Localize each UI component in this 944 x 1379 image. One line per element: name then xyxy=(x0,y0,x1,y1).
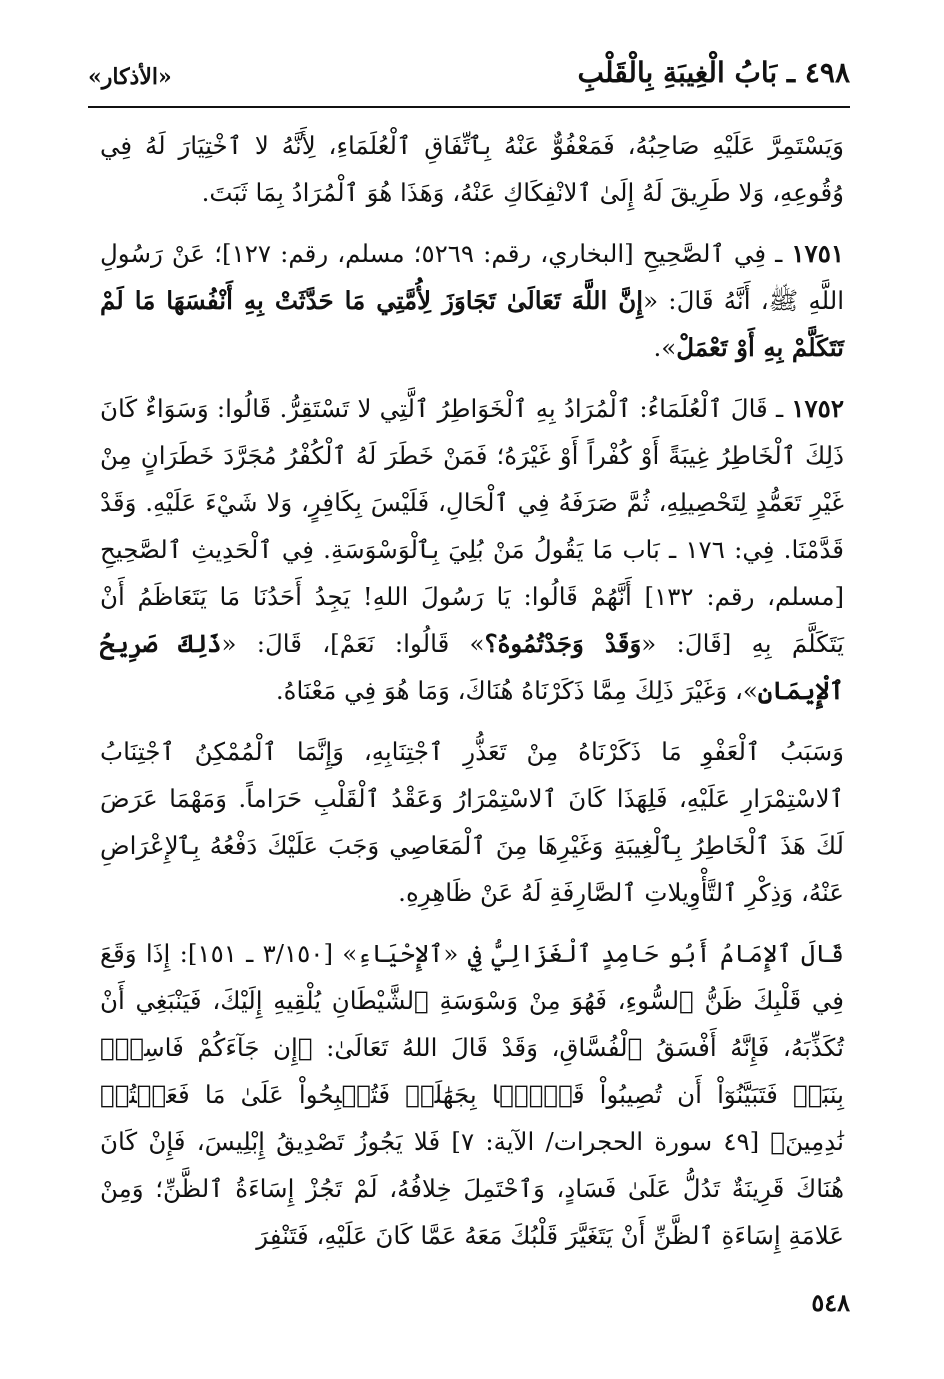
chapter-title: ٤٩٨ ـ بَابُ الْغِيبَةِ بِالْقَلْبِ xyxy=(577,56,850,89)
hadith-text: إِنَّ اللَّهَ تَعَالَىٰ تَجَاوَزَ لِأُمَّتِي مَا حَدَّثَتْ بِهِ أَنْفُسَهَا مَا لَمْ تَتَكَلَّمْ بِهِ أَوْ تَعْمَلْ xyxy=(100,286,844,362)
hadith-text-2: ذَلِكَ صَرِيحُ ٱلْإِيمَانِ xyxy=(100,629,844,705)
paragraph-text: ـ فِي ٱلصَّحِيحِ [البخاري، رقم: ٥٢٦٩؛ مسلم، رقم: ١٢٧]؛ عَنْ رَسُولِ اللَّهِ ﷺ، أَنَّهُ قَالَ: « xyxy=(100,239,845,315)
paragraph-1752 xyxy=(100,385,844,714)
paragraph-text: قَالَ ٱلإِمَامُ أَبُو حَامِدٍ ٱلْغَزَالِيُّ فِي «ٱلإِحْيَاءِ» [٣/١٥٠ ـ ١٥١]: إِذَا وَقَعَ فِي قَلْبِكَ ظَنُّ ٱلسُّوءِ، فَهُوَ مِنْ وَسْوَسَةِ ٱلشَّيْطَانِ يُلْقِيهِ إِلَيْكَ، فَيَنْبَغِي أَنْ تُكَذِّبَهُ، فَإِنَّهُ أَفْسَقُ ٱلْفُسَّاقِ، وَقَدْ قَالَ اللهُ تَعَالَىٰ: ﴿إِن جَآءَكُمْ فَاسِقٌۢ بِنَبَإٖ فَتَبَيَّنُوٓاْ أَن تُصِيبُواْ قَوۡمَۢا بِجَهَٰلَةٖ فَتُصۡبِحُواْ عَلَىٰ مَا فَعَلۡتُمۡ نَٰدِمِينَ﴾ [٤٩ سورة الحجرات/ الآية: ٧] فَلا يَجُوزُ تَصْدِيقُ إِبْلِيسَ، فَإِنْ كَانَ هُنَاكَ قَرِينَةٌ تَدُلُّ عَلَىٰ فَسَادٍ، وَٱحْتَمِلَ خِلافُهُ، لَمْ تَجُزْ إِسَاءَةُ ٱلظَّنِّ؛ وَمِنْ عَلامَةِ إِسَاءَةِ ٱلظَّنِّ أَنْ يَتَغَيَّرَ قَلْبُكَ مَعَهُ عَمَّا كَانَ عَلَيْهِ، فَتَنْفِرَ xyxy=(100,939,844,1250)
page-body xyxy=(100,122,844,1273)
paragraph-reason xyxy=(100,728,844,916)
paragraph-number: ١٧٥١ xyxy=(791,239,845,268)
paragraph-text: وَسَبَبُ ٱلْعَفْوِ مَا ذَكَرْنَاهُ مِنْ تَعَذُّرِ ٱجْتِنَابِهِ، وَإِنَّمَا ٱلْمُمْكِنُ ٱجْتِنَابُ ٱلاسْتِمْرَارِ عَلَيْهِ، فَلِهَذَا كَانَ ٱلاسْتِمْرَارُ وَعَقْدُ ٱلْقَلْبِ حَرَاماً. وَمَهْمَا عَرَضَ لَكَ هَذَ ٱلْخَاطِرُ بِٱلْغِيبَةِ وَغَيْرِهَا مِنَ ٱلْمَعَاصِي وَجَبَ عَلَيْكَ دَفْعُهُ بِٱلإِعْرَاضِ عَنْهُ، وَذِكْرِ ٱلتَّأْوِيلاتِ ٱلصَّارِفَةِ لَهُ عَنْ ظَاهِرِهِ. xyxy=(100,737,844,907)
page-number: ٥٤٨ xyxy=(811,1288,850,1317)
paragraph-text: وَيَسْتَمِرَّ عَلَيْهِ صَاحِبُهُ، فَمَعْفُوٌّ عَنْهُ بِٱتِّفَاقِ ٱلْعُلَمَاءِ، لِأَنَّهُ لا ٱخْتِيَارَ لَهُ فِي وُقُوعِهِ، وَلا طَرِيقَ لَهُ إِلَىٰ ٱلانْفِكَاكِ عَنْهُ، وَهَذَا هُوَ ٱلْمُرَادُ بِمَا ثَبَتَ. xyxy=(100,131,844,207)
paragraph-1751 xyxy=(100,230,844,371)
hadith-text: وَقَدْ وَجَدْتُمُوهُ؟ xyxy=(484,629,642,658)
paragraph-continuation xyxy=(100,122,844,216)
paragraph-ghazali xyxy=(100,930,844,1259)
book-title: «الأذكار» xyxy=(88,64,172,90)
paragraph-tail: »، وَغَيْرَ ذَلِكَ مِمَّا ذَكَرْنَاهُ هُنَاكَ، وَمَا هُوَ فِي مَعْنَاهُ. xyxy=(275,676,758,705)
page-header xyxy=(88,50,850,108)
paragraph-number: ١٧٥٢ xyxy=(791,394,844,423)
paragraph-middle: » قَالُوا: نَعَمْ]، قَالَ: « xyxy=(221,629,485,658)
paragraph-text: ـ قَالَ ٱلْعُلَمَاءُ: ٱلْمُرَادُ بِهِ ٱلْخَوَاطِرُ ٱلَّتِي لا تَسْتَقِرُّ. قَالُوا: وَسَوَاءٌ كَانَ ذَلِكَ ٱلْخَاطِرُ غِيبَةً أَوْ كُفْراً أَوْ غَيْرَهُ؛ فَمَنْ خَطَرَ لَهُ ٱلْكُفْرُ مُجَرَّدَ خَطَرَانٍ مِنْ غَيْرِ تَعَمُّدٍ لِتَحْصِيلِهِ، ثُمَّ صَرَفَهُ فِي ٱلْحَالِ، فَلَيْسَ بِكَافِرٍ، وَلا شَيْءَ عَلَيْهِ. وَقَدْ قَدَّمْنَا. فِي: ١٧٦ ـ بَاب مَا يَقُولُ مَنْ بُلِيَ بِٱلْوَسْوَسَةِ. فِي ٱلْحَدِيثِ ٱلصَّحِيحِ [مسلم، رقم: ١٣٢] أَنَّهُمْ قَالُوا: يَا رَسُولَ اللهِ! يَجِدُ أَحَدُنَا مَا يَتَعَاظَمُ أَنْ يَتَكَلَّمَ بِهِ [قَالَ: « xyxy=(100,394,845,658)
paragraph-tail: ». xyxy=(653,333,677,362)
header-divider xyxy=(88,106,850,108)
